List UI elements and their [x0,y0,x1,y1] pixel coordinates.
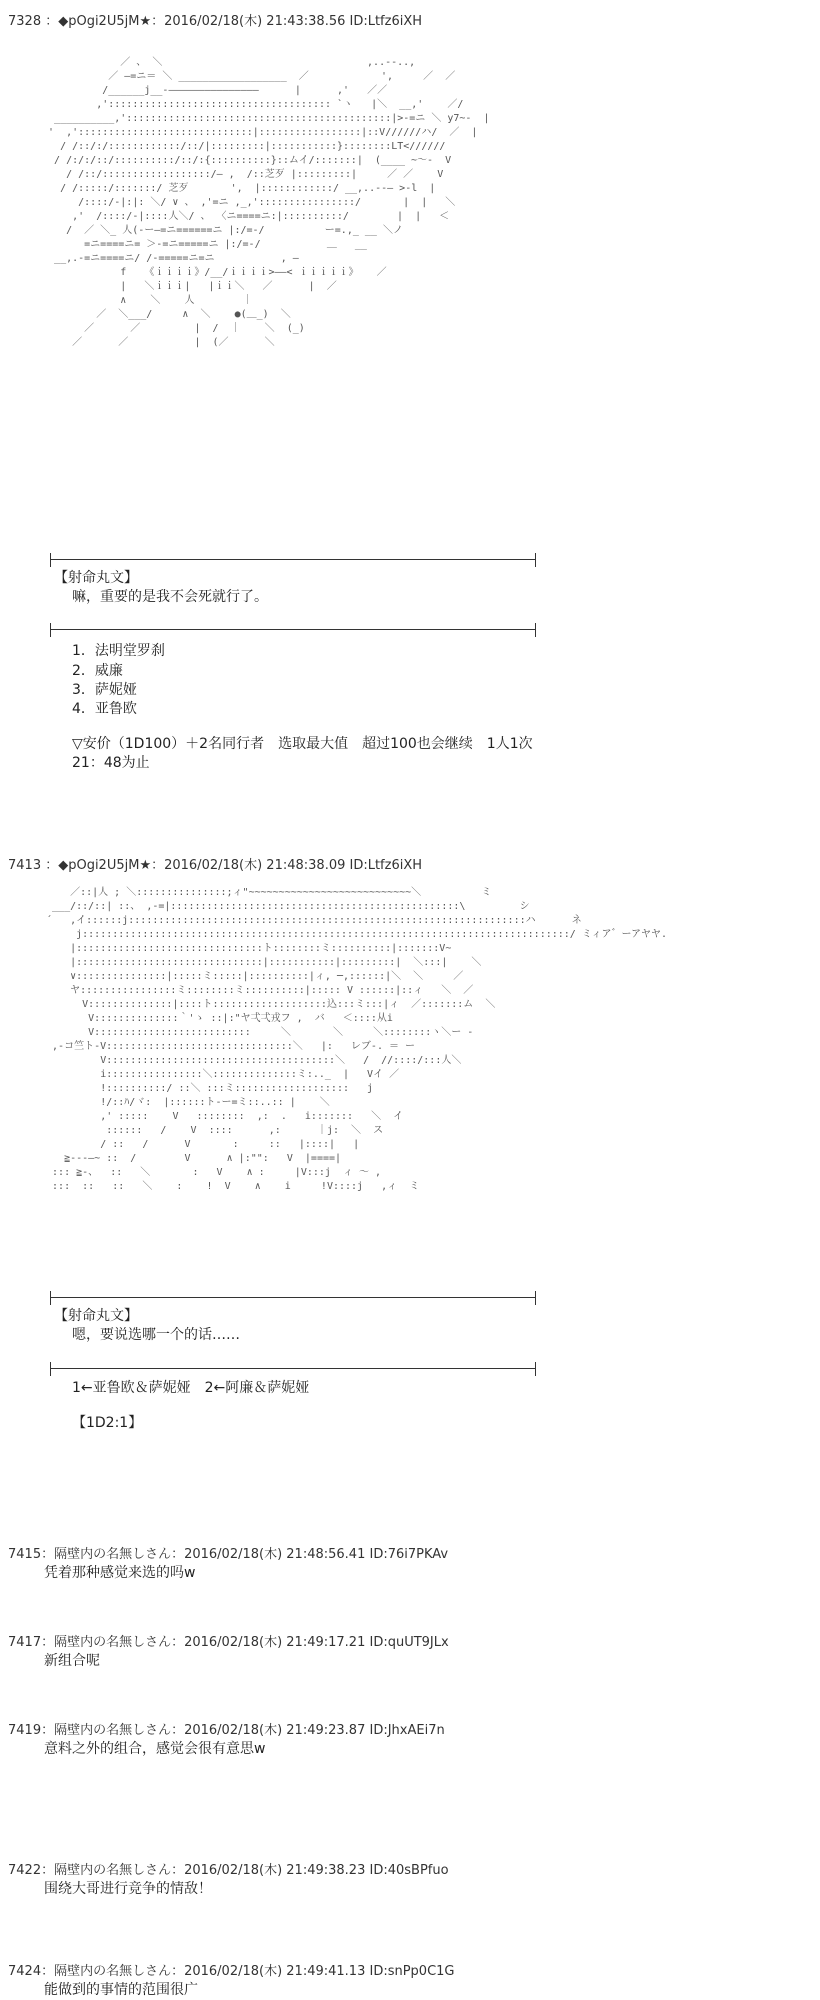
dialogue-line: 嗯，要说选哪一个的话…… [72,1327,240,1343]
option-item: 4．亚鲁欧 [72,701,137,717]
post-header: 7424：隔壁内の名無しさん：2016/02/18(木) 21:49:41.13 ID:snPp0C1G [8,1964,455,1979]
divider-rule [50,629,536,630]
post-body: 新组合呢 [44,1653,100,1669]
post-header: 7328 ：◆pOgi2U5jM★：2016/02/18(木) 21:43:38.56 ID:Ltfz6iXH [8,14,423,29]
post-body: 意料之外的组合，感觉会很有意思w [44,1741,266,1757]
choice-line: 1←亚鲁欧＆萨妮娅 2←阿廉＆萨妮娅 [72,1380,310,1396]
vote-deadline: 21：48为止 [72,755,150,771]
post-header: 7415：隔壁内の名無しさん：2016/02/18(木) 21:48:56.41 ID:76i7PKAv [8,1547,449,1562]
ascii-art-ayaya-cat: ／ 、 ＼ ,..--.., ／ ―=ニ＝ ＼ __________________ ／ ', ／ ／ /______j__-――――――――――――――― | ,' ／／ ,'::::::::::::::::::::::::::::::::::::: `ヽ |＼ __,' ／/ __________,'::::::::::::::::::::::::::::::::::::::::::::|>-=ニ ＼ y7~- | ' ,':::::::::::::::::::::::::::::|:::::::::::::::::|::V//////ハ/ ／ | / /::/:/::::::::::::/::/|:::::::::|:::::::::::}::::::::LT<////// / /:/:/::/::::::::::/::/:{::::::::::}::ムイ/:::::::| (____ ~～- V / /::/::::::::::::::::::/― , /::芝歹 |:::::::::| ／ ／ V / /:::::/:::::::/ 芝歹 ', |::::::::::::/ __,..--― >-l | /::::/-|:|: ＼/ ∨ 、 ,'=ニ ,_,'::::::::::::::::/ | | ＼ ,' /::::/-|::::人＼/ 、 〈ニ====ニ:|::::::::::/ | | ＜ / ／ ＼_ 人(-ー―=ニ======ニ |:/=-/ ー=.,_ __ ＼ノ =ニ====ニ= ＞-=ニ=====ニ |:/=-/ ＿ __ __,.-=ニ====ニ/ /-=====ニ=ニ , ― f 《ｉｉｉｉ》/__/ｉｉｉｉ>――< ｉｉｉｉｉ》 ／ | ＼ｉｉｉ| |ｉｉ＼ ／ | ／ ∧ ＼ 人 ｜ ／ ＼___/ ∧ ＼ ●(＿_) ＼ ／ ／ | / ｜ ＼ (_) ／ ／ | (／ ＼ [48,57,490,348]
post-header: 7419：隔壁内の名無しさん：2016/02/18(木) 21:49:23.87 ID:JhxAEi7n [8,1723,445,1738]
post-body: 能做到的事情的范围很广 [44,1982,198,1998]
option-item: 1．法明堂罗刹 [72,643,165,659]
divider-rule [50,1297,536,1298]
dialogue-line: 嘛，重要的是我不会死就行了。 [72,589,268,605]
speaker-label: 【射命丸文】 [54,1308,138,1324]
post-body: 围绕大哥进行竞争的情敌！ [44,1881,212,1897]
post-header: 7413 ：◆pOgi2U5jM★：2016/02/18(木) 21:48:38.09 ID:Ltfz6iXH [8,858,423,873]
option-item: 2．威廉 [72,663,123,679]
post-body: 凭着那种感觉来选的吗w [44,1565,196,1581]
vote-instructions: ▽安价（1D100）＋2名同行者 选取最大值 超过100也会继续 1人1次 [72,736,533,752]
option-item: 3．萨妮娅 [72,682,137,698]
divider-rule [50,1368,536,1369]
ascii-art-character: ／::|人 ; ＼:::::::::::::::;ィ"~~~~~~~~~~~~~~~~~~~~~~~~~~~＼ ミ ___/::/::| ::、 ,-=|::::::::::::::::::::::::::::::::::::::::::::::::\ シ ´ ,イ::::::j::::::::::::::::::::::::::::::::::::::::::::::::::::::::::::::::::ハ ネ j:::::::::::::::::::::::::::::::::::::::::::::::::::::::::::::::::::::::::::::::::/ ミィア゛ーアヤヤ. |:::::::::::::::::::::::::::::::ト::::::::ミ::::::::::|:::::::V~ |:::::::::::::::::::::::::::::::|:::::::::::|:::::::::| ＼:::| ＼ ∨:::::::::::::::|:::::ミ:::::|::::::::::|ィ, ─,::::::|＼ ＼ ／ ヤ::::::::::::::::ミ::::::::ミ::::::::::|::::: V ::::::|::ィ ＼ ／ V::::::::::::::|::::ト:::::::::::::::::::込:::ミ:::|ィ ／:::::::ム ＼ V::::::::::::::｀'ゝ ::|:"ヤ弌弌戎フ , バ ＜::::从i V:::::::::::::::::::::::::: ＼ ＼ ＼::::::::ヽ＼ー - ,-コ竺ト-V:::::::::::::::::::::::::::::::＼ |: レブ-. ＝ ー V::::::::::::::::::::::::::::::::::::::＼ / //::::/:::人＼ i::::::::::::::::＼::::::::::::::ミ:.._ | Vイ ／ !::::::::::/ ::＼ :::ミ::::::::::::::::::: j !/::ﾊ/ヾ: |::::::ト-ー=ミ::..:: | ＼ ,' ::::: V :::::::: ,: . i::::::: ＼ イ :::::: / V :::: ,: ｜j: ＼ ス / :: / V : :: |::::| | ≧---―~ :: / V ∧ |:"": V |====| ::: ≧-、 :: ＼ : V ∧ : |V:::j ィ ～ , ::: :: :: ＼ : ! V ∧ i !V::::j ,ィ ミ [46,887,667,1192]
speaker-label: 【射命丸文】 [54,570,138,586]
dice-result: 【1D2:1】 [72,1415,143,1431]
post-header: 7422：隔壁内の名無しさん：2016/02/18(木) 21:49:38.23 ID:40sBPfuo [8,1863,449,1878]
divider-rule [50,559,536,560]
post-header: 7417：隔壁内の名無しさん：2016/02/18(木) 21:49:17.21 ID:quUT9JLx [8,1635,449,1650]
